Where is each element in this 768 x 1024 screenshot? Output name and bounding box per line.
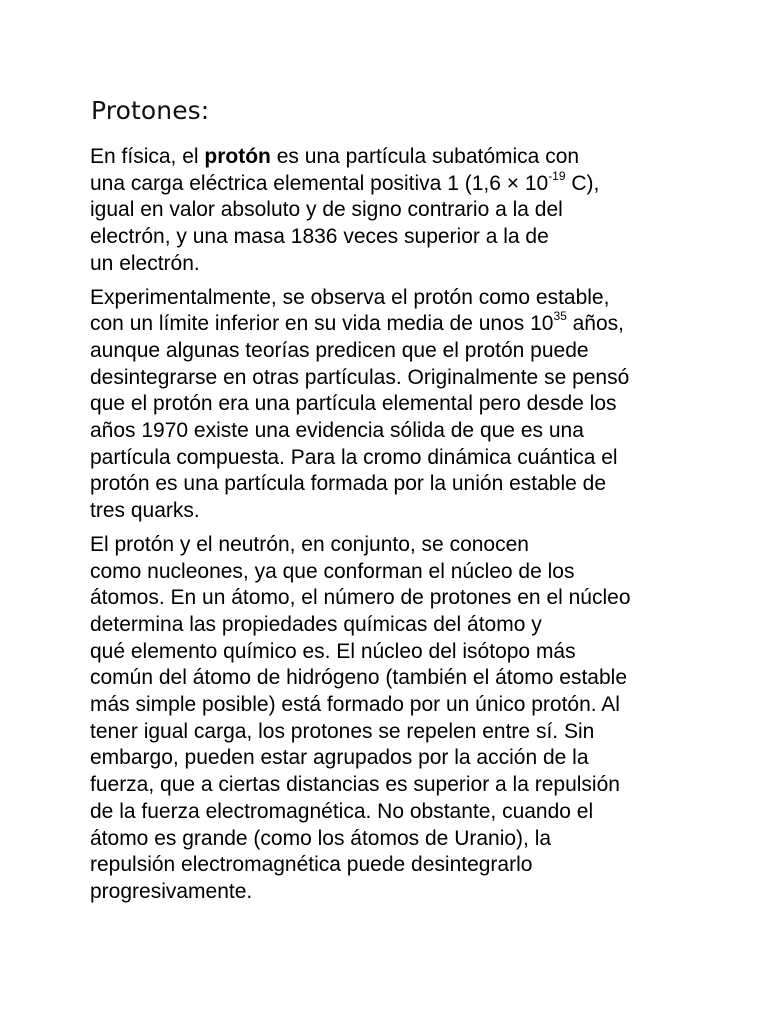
text-run: una carga eléctrica elemental positiva 1 (1,6 × 10 xyxy=(90,171,549,195)
paragraph-2-line-5: que el protón era una partícula elemental pero desde los xyxy=(90,392,617,416)
paragraph-spacer xyxy=(90,278,690,285)
paragraph-3-line-11: de la fuerza electromagnética. No obstante, cuando el xyxy=(90,799,594,823)
paragraph-2-line-6: años 1970 existe una evidencia sólida de que es una xyxy=(90,419,584,443)
paragraph-2-line-2 xyxy=(90,311,690,338)
paragraph-3-line-14: progresivamente. xyxy=(90,879,253,903)
paragraph-3-line-6: común del átomo de hidrógeno (también el átomo estable xyxy=(90,666,627,690)
exponent-superscript: -19 xyxy=(548,168,566,183)
paragraph-2-line-4: desintegrarse en otras partículas. Originalmente se pensó xyxy=(90,365,630,389)
paragraph-3-line-7: más simple posible) está formado por un único protón. Al xyxy=(90,693,620,717)
page-title: Protones: xyxy=(91,96,210,125)
paragraph-3-line-9: embargo, pueden estar agrupados por la acción de la xyxy=(90,746,589,770)
paragraph-2-line-3: aunque algunas teorías predicen que el protón puede xyxy=(90,338,589,362)
paragraph-1-line-2 xyxy=(90,168,690,198)
paragraph-2-line-1: Experimentalmente, se observa el protón como estable, xyxy=(90,285,610,309)
paragraph-1-line-5: un electrón. xyxy=(90,251,200,275)
paragraph-3-line-5: qué elemento químico es. El núcleo del isótopo más xyxy=(90,639,576,663)
paragraph-2-line-9: tres quarks. xyxy=(90,499,200,523)
text-run: con un límite inferior en su vida media de unos 10 xyxy=(90,312,554,336)
paragraph-2-line-8: protón es una partícula formada por la unión estable de xyxy=(90,472,607,496)
text-run: C), xyxy=(565,171,600,195)
bold-term-proton: protón xyxy=(204,145,271,168)
paragraph-3-line-2: como nucleones, ya que conforman el núcleo de los xyxy=(90,559,575,583)
paragraph-spacer xyxy=(90,525,690,532)
paragraph-1 xyxy=(90,144,690,278)
paragraph-3-line-13: repulsión electromagnética puede desintegrarlo xyxy=(90,853,533,877)
text-run: En física, el xyxy=(90,145,205,168)
paragraph-3-line-3: átomos. En un átomo, el número de protones en el núcleo xyxy=(90,586,631,610)
paragraph-3-line-10: fuerza, que a ciertas distancias es superior a la repulsión xyxy=(90,773,620,797)
paragraph-1-line-1 xyxy=(90,144,690,171)
paragraph-3-line-1: El protón y el neutrón, en conjunto, se conocen xyxy=(90,532,529,556)
paragraph-3 xyxy=(90,532,690,906)
paragraph-1-line-4: electrón, y una masa 1836 veces superior a la de xyxy=(90,225,549,249)
document-body xyxy=(90,144,690,906)
paragraph-2 xyxy=(90,285,690,525)
paragraph-3-line-4: determina las propiedades químicas del átomo y xyxy=(90,612,542,636)
exponent-superscript: 35 xyxy=(553,309,567,324)
text-run: años, xyxy=(566,312,625,336)
paragraph-3-line-12: átomo es grande (como los átomos de Uranio), la xyxy=(90,826,552,850)
paragraph-2-line-7: partícula compuesta. Para la cromo dinámica cuántica el xyxy=(90,445,618,469)
paragraph-1-line-3: igual en valor absoluto y de signo contrario a la del xyxy=(90,198,563,222)
paragraph-3-line-8: tener igual carga, los protones se repelen entre sí. Sin xyxy=(90,719,595,743)
text-run: es una partícula subatómica con xyxy=(270,145,580,168)
